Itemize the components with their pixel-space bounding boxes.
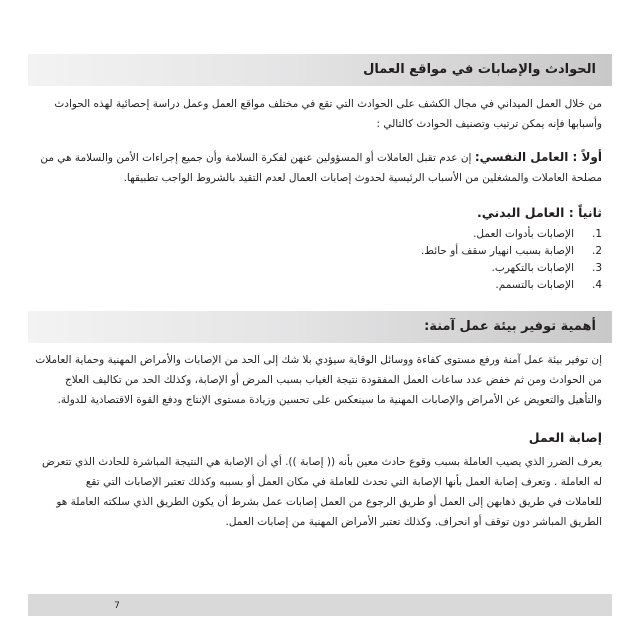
list-item-number: 1. (591, 228, 602, 240)
paragraph-line: يعرف الضرر الذي يصيب العاملة بسبب وقوع حادث معين بأنه (( إصابة )). أي أن الإصابة هي النتيجة المباشرة للحادث الذي تتعرض (42, 456, 602, 468)
paragraph-line: من خلال العمل الميداني في مجال الكشف على الحوادث التي تقع في مختلف مواقع العمل وعمل دراسة إحصائية لهذه الحوادث (54, 98, 602, 110)
paragraph-line: مصلحة العاملات والمشغلين من الأسباب الرئيسية لحدوث إصابات العمال لعدم التقيد بالشروط الواجب تطبيقها. (123, 172, 602, 184)
list-item-number: 2. (591, 245, 602, 257)
list-item-number: 3. (591, 262, 602, 274)
list-item-text: الإصابة بسبب انهيار سقف أو حائط. (420, 245, 574, 257)
work-injury-paragraph (32, 452, 602, 532)
paragraph-line: والتأهيل والتعويض عن الأمراض والإصابات المهنية ما سينعكس على تحسين وزيادة مستوى الإنتاج ودفع القوة الاقتصادية للدولة. (57, 394, 602, 406)
psychological-factor-heading: أولاً : العامل النفسي: (474, 150, 602, 164)
paragraph-line: الطريق المباشر دون توقف أو انحراف. وكذلك تعتبر الأمراض المهنية من إصابات العمل. (225, 516, 602, 528)
list-item-number: 4. (591, 279, 602, 291)
intro-paragraph (32, 94, 602, 134)
paragraph-line: من الحوادث ومن ثم خفض عدد ساعات العمل المفقودة نتيجة الغياب بسبب المرض أو الإصابة، وكذلك الحد من تكاليف العلاج (64, 374, 602, 386)
psychological-factor-text: إن عدم تقبل العاملات أو المسؤولين عنهن لفكرة السلامة وأن جميع إجراءات الأمن والسلامة هي من (40, 152, 472, 164)
list-item-text: الإصابات بالتكهرب. (491, 262, 574, 274)
paragraph-line: للعاملات في طريق ذهابهن إلى العمل أو طريق الرجوع من العمل إصابات عمل بشرط أن يكون الطريق الذي سلكته العاملة هو (56, 496, 602, 508)
psychological-factor-paragraph (32, 147, 602, 188)
section-header-band (28, 54, 612, 86)
physical-factor-list (302, 226, 602, 294)
list-item (302, 243, 602, 260)
list-item (302, 277, 602, 294)
list-item-text: الإصابات بالتسمم. (495, 279, 574, 291)
importance-paragraph (32, 350, 602, 410)
paragraph-line: وأسبابها فإنه يمكن ترتيب وتصنيف الحوادث كالتالي : (376, 118, 602, 130)
list-item (302, 260, 602, 277)
paragraph-line: إن توفير بيئة عمل آمنة ورفع مستوى كفاءة ووسائل الوقاية سيؤدي بلا شك إلى الحد من الإصابات والأمراض المهنية وحماية العاملات (35, 354, 602, 366)
list-item (302, 226, 602, 243)
section-header-band (28, 311, 612, 343)
physical-factor-heading: ثانياً : العامل البدني. (477, 205, 602, 220)
work-injury-heading: إصابة العمل (528, 430, 602, 445)
paragraph-line (32, 147, 602, 168)
section-title: أهمية توفير بيئة عمل آمنة: (424, 319, 596, 334)
paragraph-line: له العاملة . وتعرف إصابة العمل بأنها الإصابة التي تحدث للعاملة في مكان العمل أو بسببه وكذلك تعتبر الإصابات التي تقع (85, 476, 602, 488)
section-title: الحوادث والإصابات في مواقع العمال (363, 62, 596, 77)
list-item-text: الإصابات بأدوات العمل. (473, 228, 574, 240)
page-number: 7 (104, 598, 130, 614)
